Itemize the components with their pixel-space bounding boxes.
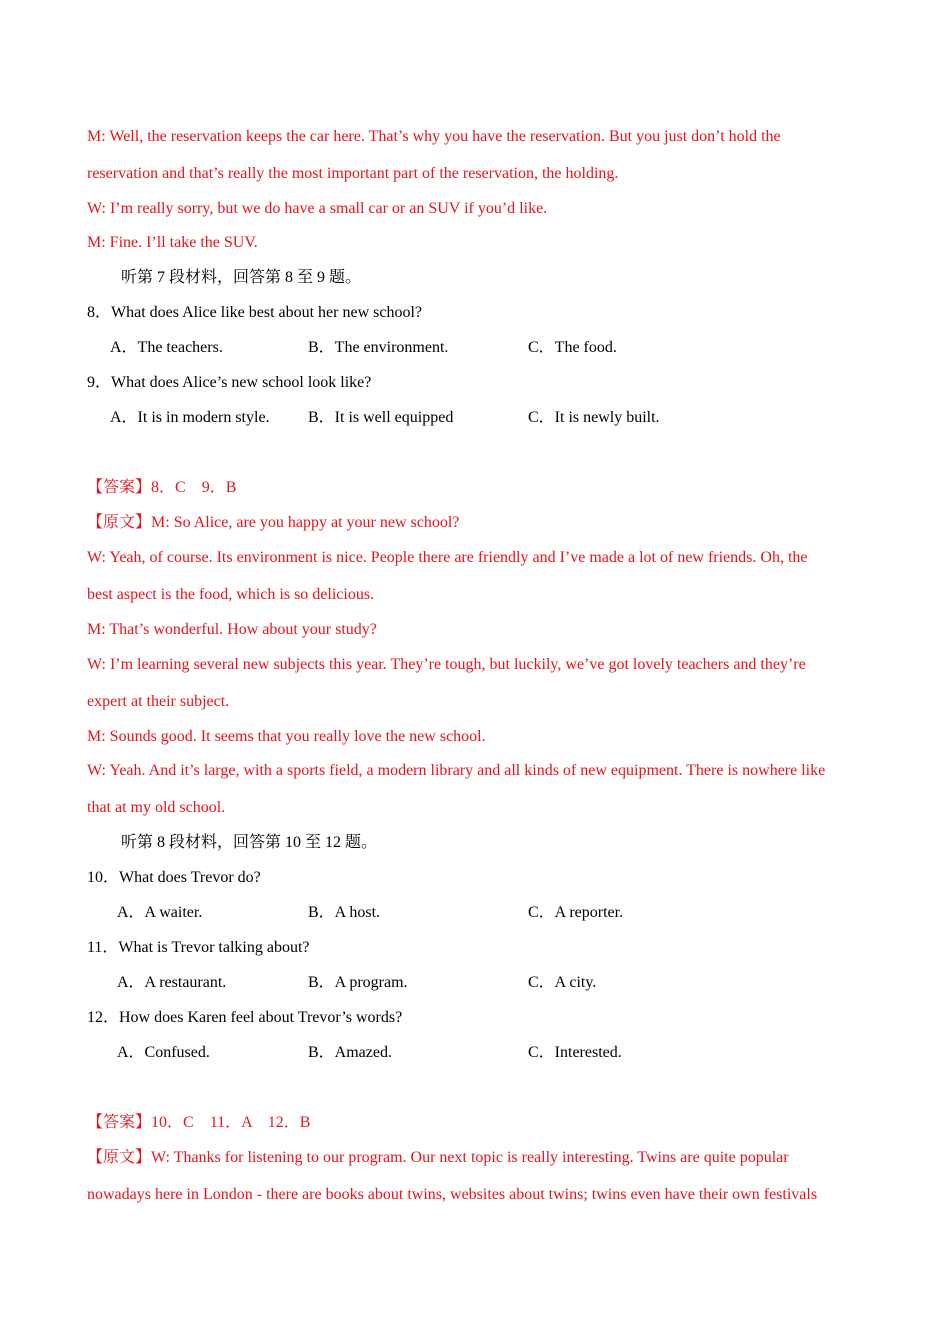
answer-line bbox=[87, 1113, 310, 1133]
transcript-line: W: I’m really sorry, but we do have a small car or an SUV if you’d like. bbox=[87, 200, 548, 217]
transcript-line: M: Sounds good. It seems that you really love the new school. bbox=[87, 728, 486, 745]
transcript-line: that at my old school. bbox=[87, 799, 226, 816]
transcript-line: W: I’m learning several new subjects this year. They’re tough, but luckily, we’ve got lovely teachers and they’re bbox=[87, 656, 806, 673]
source-label: 【原文】 bbox=[87, 514, 152, 531]
option-a: A．It is in modern style. bbox=[110, 409, 270, 426]
answer-label: 【答案】 bbox=[87, 1114, 152, 1131]
source-line bbox=[87, 1148, 789, 1168]
question-8: 8．What does Alice like best about her new school? bbox=[87, 304, 423, 321]
option-a: A．A waiter. bbox=[117, 904, 203, 921]
source-line bbox=[87, 513, 459, 533]
section-intro: 听第 7 段材料，回答第 8 至 9 题。 bbox=[121, 269, 362, 286]
option-c: C．A city. bbox=[528, 974, 597, 991]
option-a: A．A restaurant. bbox=[117, 974, 227, 991]
option-a: A．Confused. bbox=[117, 1044, 210, 1061]
option-c: C．Interested. bbox=[528, 1044, 622, 1061]
transcript-line: M: That’s wonderful. How about your study? bbox=[87, 621, 377, 638]
option-b: B．It is well equipped bbox=[308, 409, 454, 426]
answer-text: 8．C 9．B bbox=[151, 479, 237, 496]
source-text: M: So Alice, are you happy at your new school? bbox=[151, 514, 460, 531]
option-c: C．It is newly built. bbox=[528, 409, 660, 426]
transcript-line: M: Well, the reservation keeps the car here. That’s why you have the reservation. But you just don’t hold the bbox=[87, 128, 781, 145]
source-text: W: Thanks for listening to our program. Our next topic is really interesting. Twins are quite popular bbox=[151, 1149, 789, 1166]
transcript-line: nowadays here in London - there are books about twins, websites about twins; twins even have their own festivals bbox=[87, 1186, 818, 1203]
transcript-line: M: Fine. I’ll take the SUV. bbox=[87, 234, 258, 251]
transcript-line: reservation and that’s really the most important part of the reservation, the holding. bbox=[87, 165, 619, 182]
transcript-line: expert at their subject. bbox=[87, 693, 230, 710]
transcript-line: W: Yeah. And it’s large, with a sports field, a modern library and all kinds of new equipment. There is nowhere like bbox=[87, 762, 826, 779]
question-10: 10．What does Trevor do? bbox=[87, 869, 261, 886]
option-b: B．A host. bbox=[308, 904, 381, 921]
section-intro: 听第 8 段材料，回答第 10 至 12 题。 bbox=[121, 834, 378, 851]
question-9: 9．What does Alice’s new school look like? bbox=[87, 374, 372, 391]
answer-line bbox=[87, 478, 236, 498]
option-b: B．A program. bbox=[308, 974, 408, 991]
answer-text: 10．C 11．A 12．B bbox=[151, 1114, 311, 1131]
answer-label: 【答案】 bbox=[87, 479, 152, 496]
question-11: 11．What is Trevor talking about? bbox=[87, 939, 310, 956]
option-b: B．The environment. bbox=[308, 339, 449, 356]
transcript-line: best aspect is the food, which is so delicious. bbox=[87, 586, 375, 603]
option-b: B．Amazed. bbox=[308, 1044, 392, 1061]
option-a: A．The teachers. bbox=[110, 339, 223, 356]
option-c: C．A reporter. bbox=[528, 904, 624, 921]
option-c: C．The food. bbox=[528, 339, 617, 356]
question-12: 12．How does Karen feel about Trevor’s words? bbox=[87, 1009, 403, 1026]
source-label: 【原文】 bbox=[87, 1149, 152, 1166]
transcript-line: W: Yeah, of course. Its environment is nice. People there are friendly and I’ve made a lot of new friends. Oh, the bbox=[87, 549, 808, 566]
